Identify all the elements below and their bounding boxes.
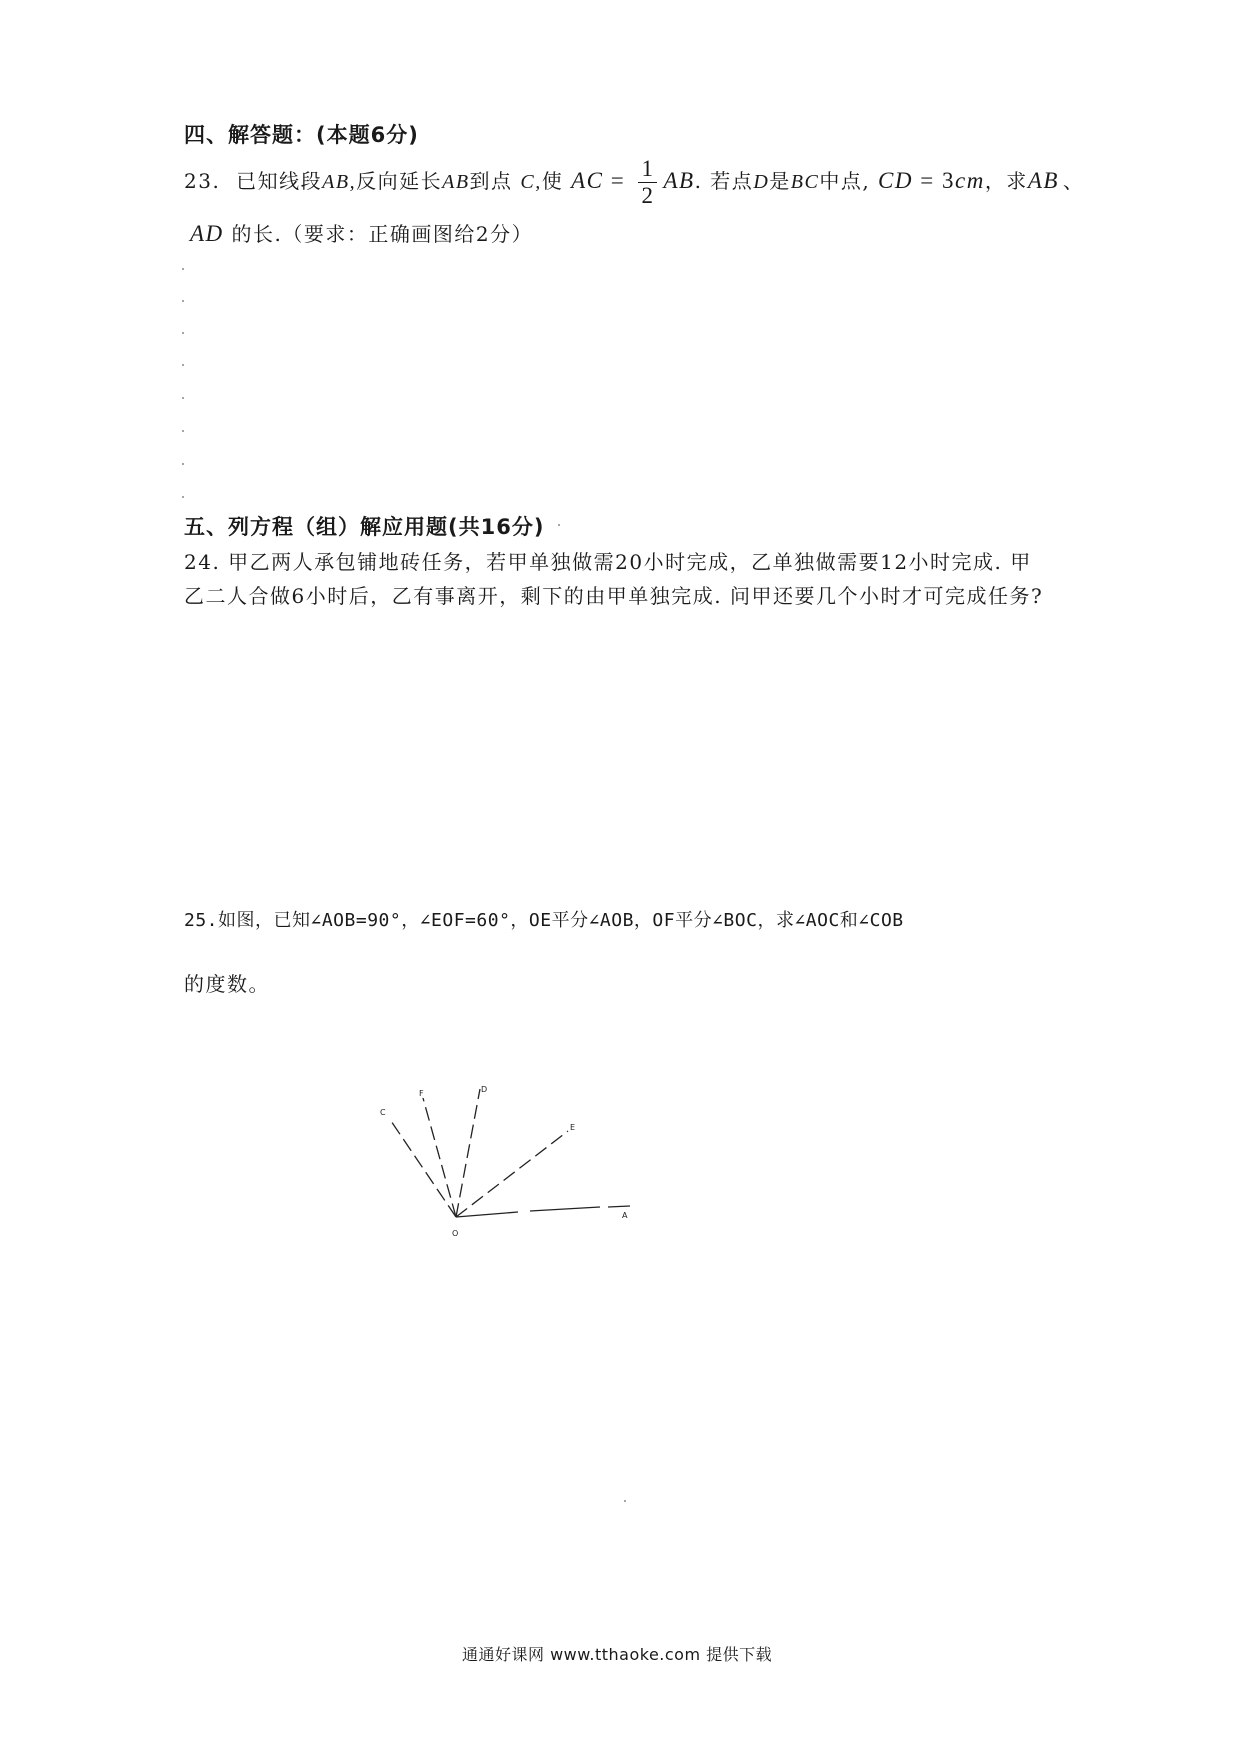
ray-od [456, 1089, 480, 1217]
label-o: O [452, 1229, 459, 1238]
ray-oa-segment [608, 1206, 630, 1207]
scan-dot [182, 430, 184, 432]
ray-oc [389, 1118, 456, 1217]
ray-oa-segment [530, 1207, 600, 1211]
label-c: C [380, 1108, 386, 1117]
question-23-line-2: AD 的长.（要求：正确画图给2分） [190, 221, 534, 246]
label-a: A [622, 1211, 628, 1220]
scan-dot [182, 300, 184, 302]
ray-of [423, 1098, 456, 1217]
scan-dot [182, 268, 184, 270]
label-f: F [419, 1089, 424, 1098]
label-d: D [481, 1085, 488, 1094]
question-23-line-1: 23. 已知线段AB,反向延长AB到点 C,使 AC = $\frac{1}{2}$ AB. 若点D是BC中点, CD = 3cm，求AB 、 [184, 156, 1085, 208]
question-number: 23. [184, 169, 221, 193]
scan-dot [182, 397, 184, 399]
scan-dot [624, 1500, 626, 1502]
label-e: E [570, 1123, 576, 1132]
scan-dot [182, 463, 184, 465]
scan-dot [558, 524, 560, 526]
fraction-one-half: $\frac{1}{2}$ [638, 156, 657, 209]
section-4-heading: 四、解答题：(本题6分) [184, 123, 419, 147]
scan-dot [182, 496, 184, 498]
ray-oa-segment [456, 1212, 518, 1217]
scan-dot [182, 364, 184, 366]
angle-figure [360, 1080, 650, 1250]
question-25-line-1: 25.如图，已知∠AOB=90°，∠EOF=60°，OE平分∠AOB，OF平分∠BOC，求∠AOC和∠COB [184, 910, 904, 931]
question-24-line-2: 乙二人合做6小时后，乙有事离开，剩下的由甲单独完成. 问甲还要几个小时才可完成任务? [184, 584, 1044, 608]
question-24-line-1: 24. 甲乙两人承包铺地砖任务，若甲单独做需20小时完成，乙单独做需要12小时完成. 甲 [184, 550, 1032, 574]
scan-dot [182, 332, 184, 334]
ray-oe [456, 1131, 568, 1217]
question-25-line-2: 的度数。 [184, 972, 270, 996]
section-5-heading: 五、列方程（组）解应用题(共16分) [184, 515, 545, 539]
footer-credit: 通通好课网 www.tthaoke.com 提供下载 [462, 1645, 773, 1664]
